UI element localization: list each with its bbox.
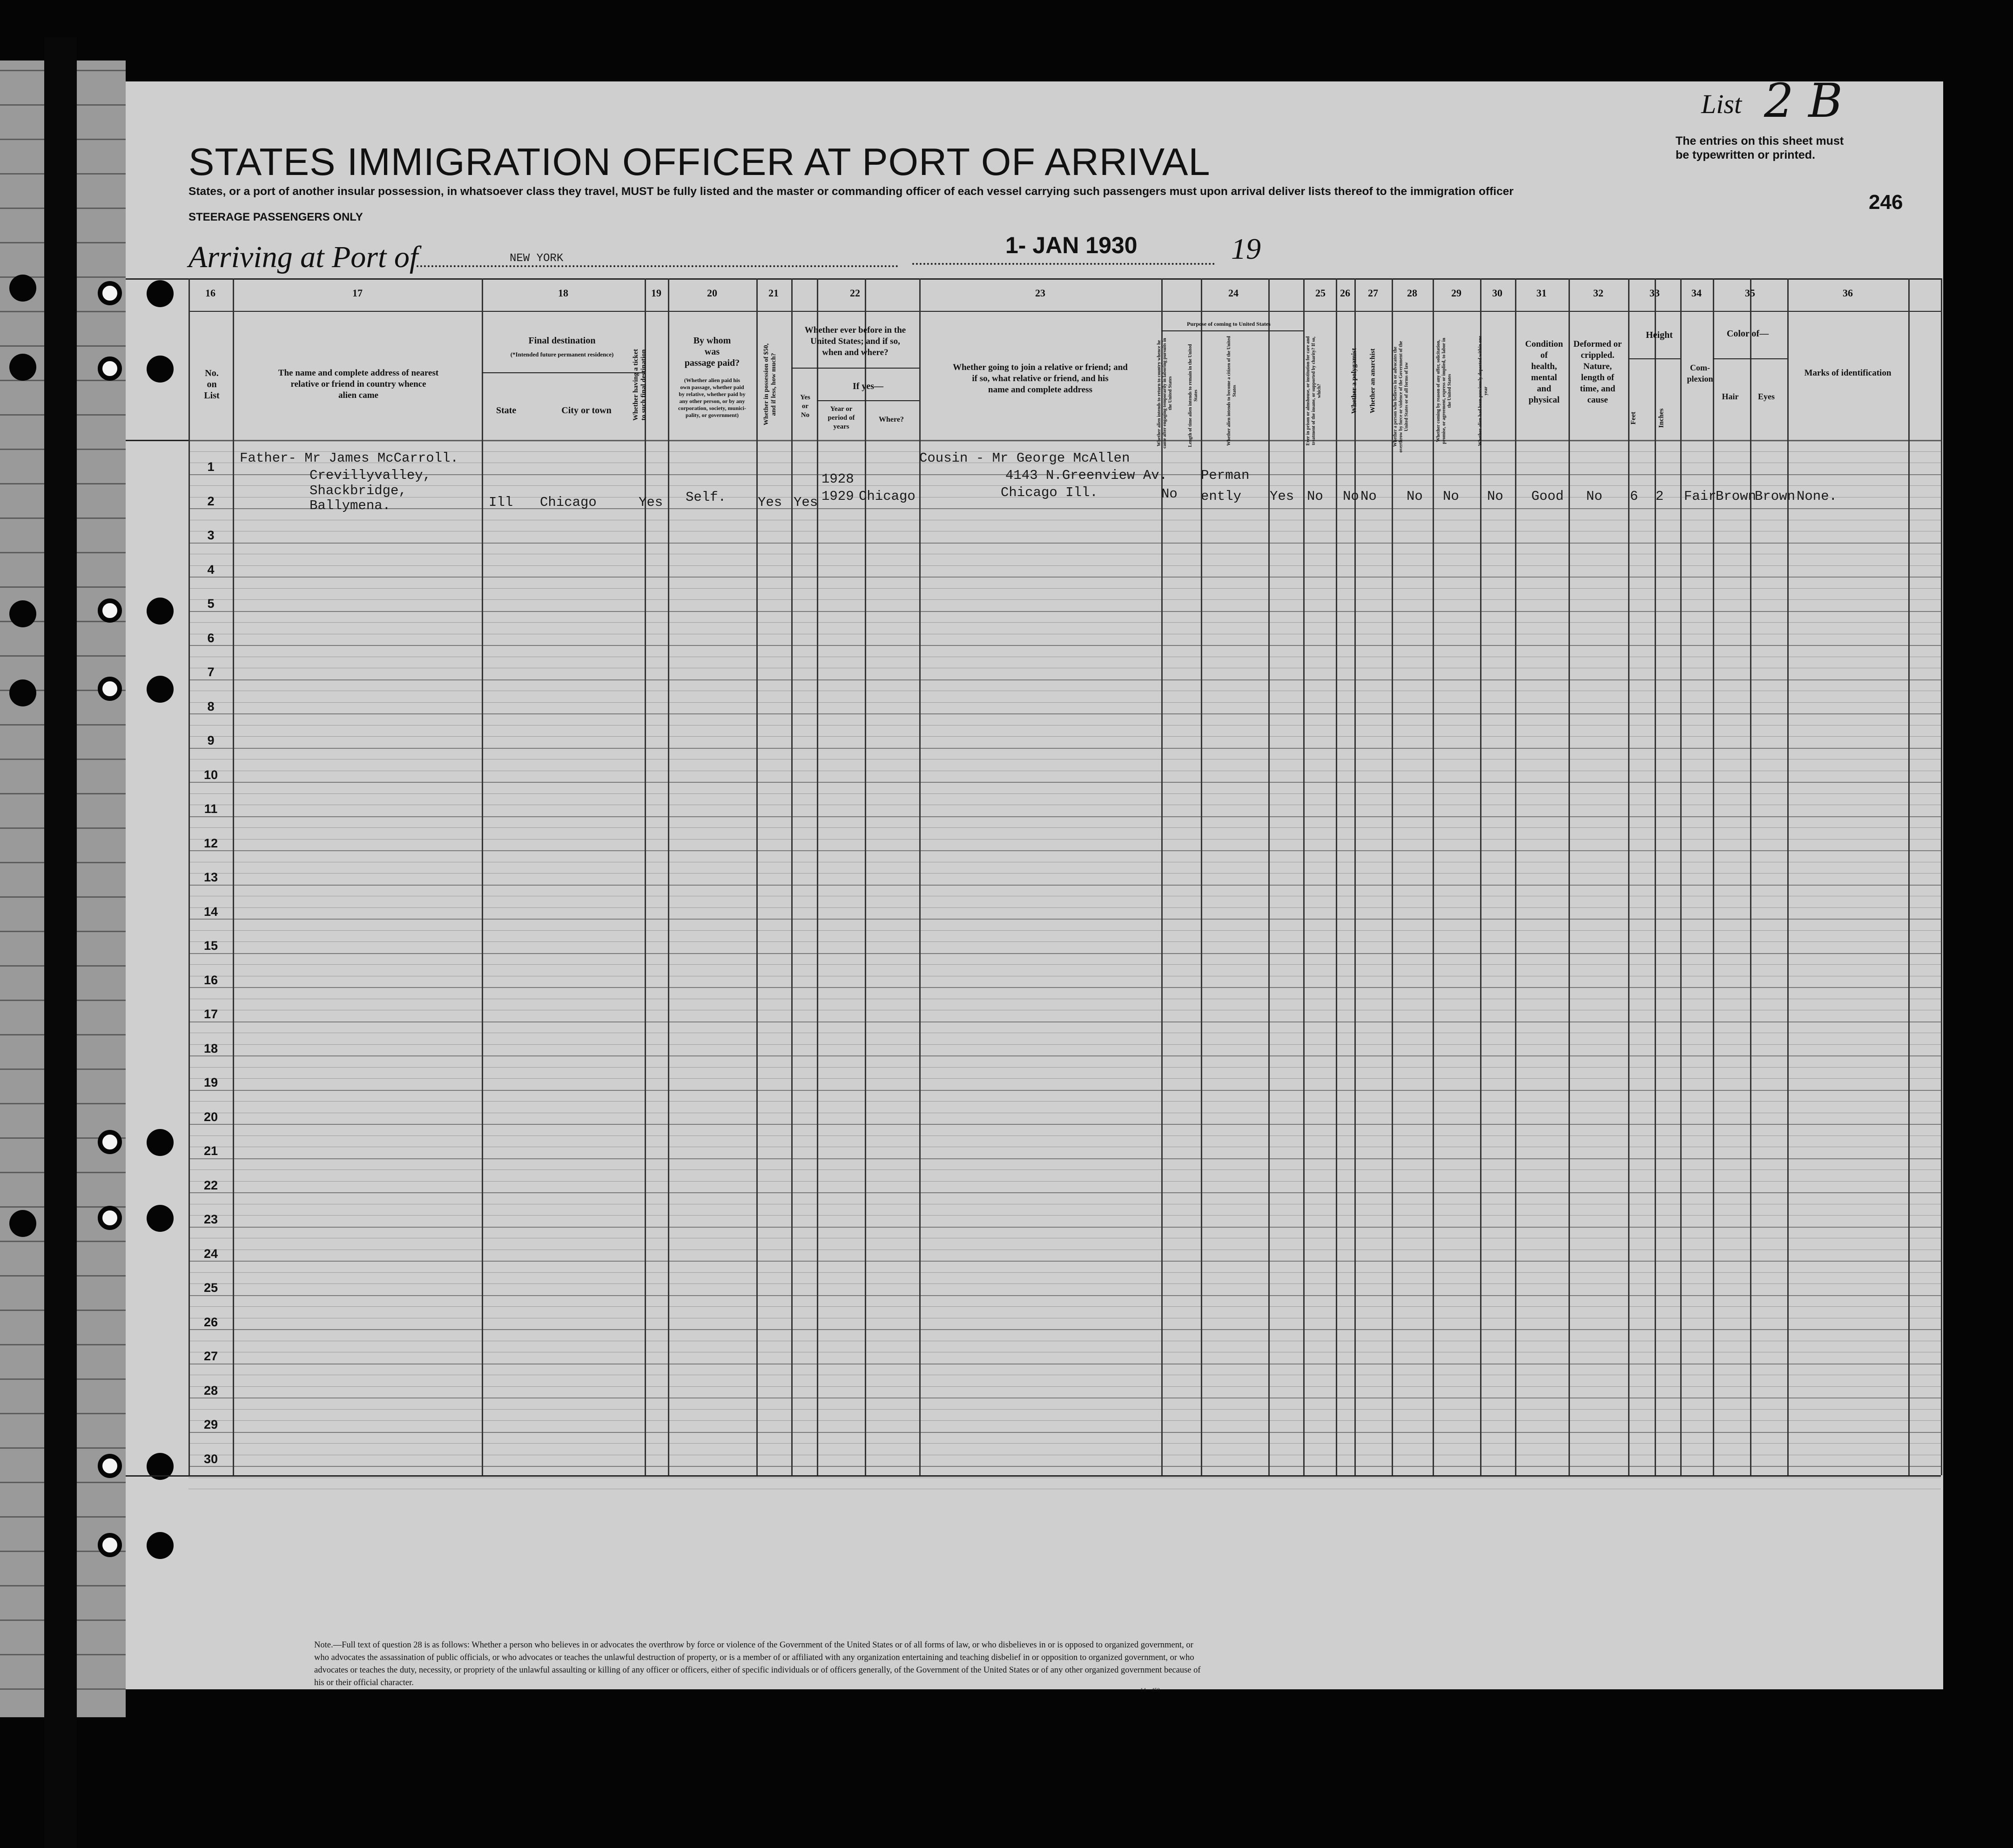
entry-eyes: Brown bbox=[1755, 489, 1796, 504]
entry-ticket: Yes bbox=[639, 495, 663, 510]
column-divider bbox=[1941, 278, 1942, 1475]
row-number: 23 bbox=[203, 1212, 218, 1226]
column-divider bbox=[1908, 278, 1910, 1475]
row-number: 25 bbox=[203, 1281, 218, 1295]
row-subrule bbox=[189, 1409, 1941, 1410]
col-18-note: (*Intended future permanent residence) bbox=[510, 351, 614, 358]
row-subrule bbox=[189, 702, 1941, 703]
col-25-header: Ever in prison or almshouse, or institution for care and treatment of the insane, or supported by charity? If so, which? bbox=[1306, 336, 1322, 446]
row-number: 27 bbox=[203, 1349, 218, 1363]
col-21-header: Whether in possession of $50, and if less, how much? bbox=[763, 343, 777, 425]
row-rule bbox=[189, 1432, 1941, 1433]
col-35-hair: Hair bbox=[1722, 392, 1739, 401]
column-divider bbox=[645, 278, 646, 1475]
row-rule bbox=[189, 885, 1941, 886]
col-23-header: Whether going to join a relative or friend; and if so, what relative or friend, and his name and complete address bbox=[953, 363, 1128, 395]
entry-years-line2: 1929 bbox=[821, 489, 854, 504]
row-subrule bbox=[189, 1101, 1941, 1102]
col-27-header: Whether an anarchist bbox=[1369, 348, 1377, 414]
row-number: 11 bbox=[204, 802, 218, 816]
entry-purpose-a: No bbox=[1161, 486, 1178, 502]
row-number: 30 bbox=[203, 1452, 218, 1466]
punch-hole bbox=[147, 280, 174, 307]
column-number: 29 bbox=[1451, 287, 1461, 299]
col-24b-header: Length of time alien intends to remain in the United States bbox=[1188, 344, 1198, 447]
row-number: 22 bbox=[203, 1178, 218, 1192]
page-title: STATES IMMIGRATION OFFICER AT PORT OF ARRIVAL bbox=[189, 140, 1211, 183]
column-divider bbox=[1680, 278, 1682, 1475]
col-22-header: Whether ever before in the United States; and if so, when and where? bbox=[804, 325, 906, 357]
row-rule bbox=[189, 1124, 1941, 1125]
date-stamp: 1- JAN 1930 bbox=[1005, 232, 1138, 258]
col-number-rule bbox=[189, 311, 1941, 312]
column-number: 36 bbox=[1843, 287, 1853, 299]
col-24a-header: Whether alien intends to return to country whence he came after engaging temporarily in laboring pursuits in the United States bbox=[1157, 338, 1173, 449]
list-label: List bbox=[1701, 89, 1742, 119]
column-divider bbox=[668, 278, 669, 1475]
col-20-header: By whom was passage paid? bbox=[684, 336, 740, 368]
entry-q28: No bbox=[1407, 489, 1423, 504]
col-32-header: Deformed or crippled. Nature, length of time, and cause bbox=[1573, 339, 1622, 405]
manifest-page bbox=[126, 81, 1943, 1689]
row-number: 1 bbox=[207, 460, 215, 474]
row-subrule bbox=[189, 1306, 1941, 1307]
list-value: 2 B bbox=[1764, 74, 1843, 128]
final-dest-subrule bbox=[482, 372, 645, 373]
col-18-header: Final destination bbox=[528, 336, 596, 346]
row-number: 18 bbox=[203, 1041, 218, 1055]
punch-hole-ring bbox=[98, 1130, 122, 1154]
row-rule bbox=[189, 577, 1941, 578]
entry-years-line1: 1928 bbox=[821, 471, 854, 487]
col-22-where: Where? bbox=[879, 416, 904, 423]
punch-hole-ring bbox=[98, 1533, 122, 1557]
row-subrule bbox=[189, 1420, 1941, 1421]
col-31-header: Condition of health, mental and physical bbox=[1525, 339, 1563, 405]
col-36-header: Marks of identification bbox=[1804, 368, 1892, 378]
punch-hole bbox=[9, 275, 36, 302]
row-number: 9 bbox=[207, 733, 215, 747]
row-rule bbox=[189, 919, 1941, 920]
col-22-if-yes: If yes— bbox=[852, 381, 884, 391]
row-subrule bbox=[189, 1386, 1941, 1387]
row-number: 6 bbox=[207, 631, 215, 645]
row-number: 26 bbox=[203, 1315, 218, 1329]
row-number: 4 bbox=[207, 562, 215, 577]
col-26-header: Whether a polygamist bbox=[1350, 348, 1358, 414]
entry-possession: Yes bbox=[758, 495, 782, 510]
punch-hole bbox=[147, 356, 174, 383]
entry-purpose-c: Yes bbox=[1270, 489, 1294, 504]
column-number: 27 bbox=[1368, 287, 1378, 299]
if-yes-subrule bbox=[817, 400, 919, 401]
col-24-header: Purpose of coming to United States bbox=[1187, 321, 1271, 327]
row-rule bbox=[189, 1295, 1941, 1296]
entry-anarchist: No bbox=[1360, 489, 1377, 504]
column-divider bbox=[1161, 278, 1163, 1475]
binding-spine bbox=[44, 37, 77, 1848]
entry-inches: 2 bbox=[1656, 489, 1664, 504]
row-subrule bbox=[189, 1272, 1941, 1273]
row-number: 14 bbox=[203, 904, 218, 919]
row-number: 17 bbox=[203, 1007, 218, 1021]
row-subrule bbox=[189, 1044, 1941, 1045]
row-rule bbox=[189, 611, 1941, 612]
column-divider bbox=[1655, 278, 1656, 1475]
entry-q29: No bbox=[1443, 489, 1459, 504]
row-rule bbox=[189, 645, 1941, 646]
entry-relative-line3: Shackbridge, bbox=[310, 483, 407, 498]
row-number: 20 bbox=[203, 1109, 218, 1124]
row-number: 16 bbox=[203, 973, 218, 987]
col-30-header: Whether alien had been previously deported within one year bbox=[1478, 336, 1488, 446]
ever-before-subrule bbox=[791, 368, 919, 369]
row-rule bbox=[189, 782, 1941, 783]
column-divider bbox=[1713, 278, 1714, 1475]
column-number: 22 bbox=[850, 287, 860, 299]
row-rule bbox=[189, 713, 1941, 714]
entry-ever-before: Yes bbox=[794, 495, 818, 510]
column-number: 34 bbox=[1691, 287, 1702, 299]
col-16-header: No. on List bbox=[204, 368, 220, 401]
column-divider bbox=[865, 278, 866, 1475]
entry-purpose-b-line1: Perman bbox=[1201, 468, 1250, 483]
column-divider bbox=[817, 278, 818, 1475]
entry-city: Chicago bbox=[540, 495, 597, 510]
row-number: 21 bbox=[203, 1144, 218, 1158]
row-number: 19 bbox=[203, 1075, 218, 1089]
row-subrule bbox=[189, 873, 1941, 874]
column-divider bbox=[1336, 278, 1337, 1475]
column-divider bbox=[1201, 278, 1202, 1475]
column-number: 31 bbox=[1536, 287, 1547, 299]
row-number: 5 bbox=[207, 597, 215, 611]
row-rule bbox=[189, 1261, 1941, 1262]
column-number: 30 bbox=[1492, 287, 1502, 299]
date-dotted-line bbox=[912, 263, 1215, 265]
col-22-years: Year or period of years bbox=[828, 405, 855, 430]
row-subrule bbox=[189, 1169, 1941, 1170]
col-33-inches: Inches bbox=[1657, 408, 1665, 428]
entry-relative-line4: Ballymena. bbox=[310, 498, 391, 513]
typewritten-instruction: The entries on this sheet must be typewritten or printed. bbox=[1676, 134, 1844, 161]
punch-hole-ring bbox=[98, 281, 122, 305]
column-divider bbox=[1569, 278, 1570, 1475]
punch-hole bbox=[147, 1532, 174, 1559]
entry-polygamist: No bbox=[1343, 489, 1359, 504]
row-subrule bbox=[189, 827, 1941, 828]
column-divider bbox=[756, 278, 758, 1475]
row-rule bbox=[189, 1227, 1941, 1228]
column-divider bbox=[791, 278, 793, 1475]
entry-deformed: No bbox=[1586, 489, 1602, 504]
column-divider bbox=[1392, 278, 1393, 1475]
port-dotted-line bbox=[417, 265, 898, 267]
punch-hole bbox=[147, 676, 174, 703]
col-24c-header: Whether alien intends to become a citizen of the United States bbox=[1226, 336, 1237, 446]
entry-relative-line1: Father- Mr James McCarroll. bbox=[240, 450, 458, 466]
row-subrule bbox=[189, 907, 1941, 908]
punch-hole bbox=[9, 1210, 36, 1237]
row-number: 7 bbox=[207, 665, 215, 679]
punch-hole bbox=[147, 1205, 174, 1232]
punch-hole bbox=[9, 600, 36, 627]
column-number: 23 bbox=[1035, 287, 1045, 299]
column-divider bbox=[1480, 278, 1481, 1475]
color-subrule bbox=[1713, 358, 1787, 359]
row-rule bbox=[189, 508, 1941, 509]
entry-condition: Good bbox=[1531, 489, 1564, 504]
col-28-header: Whether a person who believes in or advocates the overthrow by force or violence of the Government of the United States or of all forms of law bbox=[1393, 341, 1409, 453]
row-number: 13 bbox=[203, 870, 218, 884]
entry-state: Ill bbox=[489, 495, 513, 510]
entry-prison: No bbox=[1307, 489, 1323, 504]
row-rule bbox=[189, 748, 1941, 749]
entry-q30: No bbox=[1487, 489, 1503, 504]
table-top-rule bbox=[126, 278, 1941, 280]
entry-join-line1: Cousin - Mr George McAllen bbox=[919, 450, 1130, 466]
col-17-header: The name and complete address of nearest relative or friend in country whence alien came bbox=[278, 368, 439, 400]
punch-hole bbox=[147, 1129, 174, 1156]
col-34-header: Com- plexion bbox=[1687, 363, 1713, 383]
entry-where: Chicago bbox=[859, 489, 916, 504]
punch-hole-ring bbox=[98, 1206, 122, 1230]
row-number: 3 bbox=[207, 528, 215, 542]
row-number: 8 bbox=[207, 699, 215, 713]
col-29-header: Whether coming by reason of any offer, solicitation, promise, or agreement, express or implied, to labor in the United States bbox=[1436, 337, 1452, 444]
row-subrule bbox=[189, 725, 1941, 726]
column-number: 26 bbox=[1340, 287, 1350, 299]
row-rule bbox=[189, 679, 1941, 680]
punch-hole-ring bbox=[98, 356, 122, 381]
punch-hole-ring bbox=[98, 1454, 122, 1478]
col-33-feet: Feet bbox=[1629, 411, 1637, 425]
col-20-note: (Whether alien paid his own passage, whether paid by relative, whether paid by any other person, or by any corporation, society, munici- pality, or government) bbox=[678, 377, 746, 418]
punch-hole bbox=[147, 598, 174, 625]
row-subrule bbox=[189, 565, 1941, 566]
col-35-header: Color of— bbox=[1726, 329, 1769, 339]
column-divider bbox=[189, 278, 190, 1475]
row-subrule bbox=[189, 793, 1941, 794]
row-number: 10 bbox=[203, 767, 218, 782]
entry-passage: Self. bbox=[686, 490, 727, 505]
purpose-subrule bbox=[1161, 330, 1303, 331]
column-number: 19 bbox=[651, 287, 661, 299]
row-subrule bbox=[189, 964, 1941, 965]
row-subrule bbox=[189, 599, 1941, 600]
table-bottom-rule bbox=[126, 1475, 1941, 1477]
row-number: 12 bbox=[203, 836, 218, 850]
row-subrule bbox=[189, 1181, 1941, 1182]
column-number: 18 bbox=[558, 287, 568, 299]
col-19-header: Whether having a ticket to such final destination bbox=[632, 349, 647, 421]
column-number: 25 bbox=[1315, 287, 1326, 299]
punch-hole-ring bbox=[98, 598, 122, 623]
row-rule bbox=[189, 440, 1941, 441]
entry-join-line3: Chicago Ill. bbox=[1001, 485, 1098, 500]
height-subrule bbox=[1628, 358, 1680, 359]
column-divider bbox=[482, 278, 483, 1475]
col-18-state: State bbox=[496, 405, 517, 416]
column-number: 21 bbox=[768, 287, 779, 299]
row-subrule bbox=[189, 930, 1941, 931]
entry-marks: None. bbox=[1797, 489, 1838, 504]
row-rule bbox=[189, 1466, 1941, 1467]
row-number: 28 bbox=[203, 1383, 218, 1398]
column-number: 24 bbox=[1228, 287, 1239, 299]
row-subrule bbox=[189, 588, 1941, 589]
row-rule bbox=[189, 816, 1941, 817]
row-subrule bbox=[189, 1215, 1941, 1216]
footer-note: Note.—Full text of question 28 is as follows: Whether a person who believes in or advocates the overthrow by force or violence of the Government of the United States or of all forms of law, or who disbelieves in or is opposed to organized government, or who advocates the assassination of public officials, or who advocates or teaches the unlawful destruction of property, or is a member of or affiliated with any organization entertaining and teaching disbelief in or opposition to organized government, or who advocates or teaches the duty, necessity, or propriety of the unlawful assaulting or killing of any officer or officers, either of specific individuals or of officers generally, of the Government of the United States or of any other organized government because of his or their official character. bbox=[314, 1640, 1201, 1687]
column-number: 33 bbox=[1649, 287, 1660, 299]
row-subrule bbox=[189, 1443, 1941, 1444]
column-divider bbox=[233, 278, 234, 1475]
row-subrule bbox=[189, 839, 1941, 840]
column-number: 16 bbox=[205, 287, 215, 299]
entry-purpose-b-line2: ently bbox=[1201, 489, 1242, 504]
column-divider bbox=[1354, 278, 1356, 1475]
column-divider bbox=[1750, 278, 1751, 1475]
row-rule bbox=[189, 1090, 1941, 1091]
year-prefix: 19 bbox=[1231, 232, 1261, 265]
column-divider bbox=[1628, 278, 1629, 1475]
row-number: 24 bbox=[203, 1246, 218, 1261]
column-divider bbox=[1433, 278, 1434, 1475]
row-rule bbox=[189, 987, 1941, 988]
row-subrule bbox=[189, 622, 1941, 623]
entry-feet: 6 bbox=[1630, 489, 1638, 504]
arriving-label: Arriving at Port of bbox=[189, 240, 418, 274]
row-rule bbox=[189, 1158, 1941, 1159]
column-number: 32 bbox=[1593, 287, 1603, 299]
row-rule bbox=[189, 850, 1941, 851]
row-rule bbox=[189, 1192, 1941, 1193]
form-number: 14—450 bbox=[1140, 1687, 1160, 1693]
col-22-yes-no: Yes or No bbox=[800, 394, 810, 419]
col-33-header: Height bbox=[1646, 330, 1673, 340]
column-number: 28 bbox=[1407, 287, 1417, 299]
entry-hair: Brown bbox=[1716, 489, 1757, 504]
page-number: 246 bbox=[1869, 191, 1903, 214]
column-divider bbox=[1515, 278, 1516, 1475]
row-rule bbox=[189, 953, 1941, 954]
column-number: 17 bbox=[352, 287, 363, 299]
row-subrule bbox=[189, 1078, 1941, 1079]
column-number: 35 bbox=[1745, 287, 1755, 299]
entry-complexion: Fair bbox=[1684, 489, 1717, 504]
row-number: 15 bbox=[203, 939, 218, 953]
row-rule bbox=[189, 1329, 1941, 1330]
row-rule bbox=[189, 543, 1941, 544]
punch-hole bbox=[9, 679, 36, 706]
row-rule bbox=[189, 1021, 1941, 1022]
row-number: 29 bbox=[203, 1418, 218, 1431]
column-divider bbox=[1303, 278, 1305, 1475]
punch-hole bbox=[9, 354, 36, 381]
row-subrule bbox=[189, 941, 1941, 942]
row-subrule bbox=[189, 1067, 1941, 1068]
port-value: NEW YORK bbox=[510, 252, 564, 265]
entry-relative-line2: Crevillyvalley, bbox=[310, 468, 431, 483]
row-number: 2 bbox=[207, 494, 215, 508]
column-divider bbox=[1787, 278, 1789, 1475]
punch-hole-ring bbox=[98, 677, 122, 701]
col-35-eyes: Eyes bbox=[1758, 392, 1775, 401]
steerage-label: STEERAGE PASSENGERS ONLY bbox=[189, 211, 363, 223]
col-18-city: City or town bbox=[561, 405, 612, 416]
column-number: 20 bbox=[707, 287, 717, 299]
row-subrule bbox=[189, 736, 1941, 737]
header-subtitle: States, or a port of another insular possession, in whatsoever class they travel, MUST be fully listed and the master or commanding officer of each vessel carrying such passengers must upon arrival deliver lists thereof to the immigration officer bbox=[189, 185, 1514, 198]
column-divider bbox=[1268, 278, 1270, 1475]
entry-join-line2: 4143 N.Greenview Av. bbox=[1005, 468, 1168, 483]
row-rule bbox=[189, 1055, 1941, 1056]
